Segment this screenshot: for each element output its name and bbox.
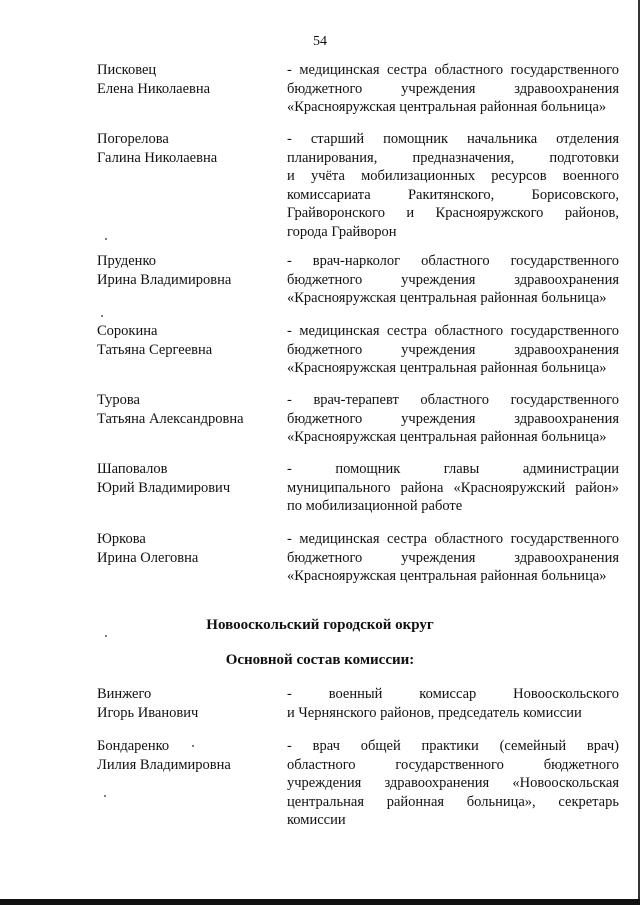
position-line: - старший помощник начальника отделения [287, 131, 619, 147]
member-given-names: Юрий Владимирович [97, 479, 231, 496]
position-line: - врач-нарколог областного государственного [287, 253, 619, 269]
position-line: бюджетного учреждения здравоохранения [287, 341, 619, 358]
member-position [287, 685, 619, 722]
member-given-names: Игорь Иванович [97, 704, 199, 721]
position-line: комиссии [287, 812, 346, 828]
position-line: «Красноярyжская центральная районная больница» [287, 360, 607, 376]
position-line: комиссариата Ракитянского, Борисовского, [287, 186, 619, 203]
position-line: бюджетного учреждения здравоохранения [287, 80, 619, 97]
member-name [97, 685, 277, 722]
member-name [97, 530, 277, 567]
position-line: города Грайворон [287, 223, 397, 240]
position-line: центральная районная больница», секретарь [287, 793, 619, 810]
member-position [287, 460, 619, 516]
member-name [97, 460, 277, 497]
scan-speck [101, 315, 103, 317]
member-surname: Турова [97, 392, 140, 408]
position-line: учреждения здравоохранения «Новооскольская [287, 775, 619, 791]
position-line: «Красноярyжская центральная районная больница» [287, 568, 607, 584]
member-surname: Сорокина [97, 323, 158, 339]
member-position [287, 530, 619, 586]
member-name [97, 322, 277, 359]
member-given-names: Елена Николаевна [97, 80, 211, 97]
member-given-names: Лилия Владимировна [97, 756, 231, 773]
member-name [97, 252, 277, 289]
member-surname: Шаповалов [97, 461, 168, 477]
member-name [97, 391, 277, 428]
member-surname: Пруденко [97, 253, 156, 269]
scan-speck [104, 795, 106, 797]
member-given-names: Татьяна Сергеевна [97, 341, 213, 358]
page-number: 54 [313, 34, 327, 49]
member-position [287, 322, 619, 378]
member-surname: Погорелова [97, 131, 169, 147]
position-line: и учёта мобилизационных ресурсов военного [287, 168, 619, 184]
district-heading: Новооскольский городской округ [206, 617, 434, 633]
member-position [287, 130, 619, 241]
member-surname: Юркова [97, 531, 146, 547]
position-line: «Красноярyжская центральная районная больница» [287, 290, 607, 306]
member-position [287, 252, 619, 308]
member-surname: Бондаренко [97, 738, 170, 754]
position-line: Грайворонского и Краснояружского районов, [287, 205, 619, 221]
scan-speck [192, 745, 194, 747]
position-line: - врач-терапевт областного государственного [287, 392, 619, 408]
member-surname: Писковец [97, 62, 157, 78]
position-line: - врач общей практики (семейный врач) [287, 738, 619, 754]
position-line: - медицинская сестра областного государственного [287, 531, 619, 547]
position-line: и Чернянского районов, председатель комиссии [287, 704, 582, 721]
member-position [287, 61, 619, 117]
position-line: - военный комиссар Новооскольского [287, 686, 619, 702]
position-line: - медицинская сестра областного государственного [287, 323, 619, 339]
member-given-names: Татьяна Александровна [97, 410, 244, 427]
position-line: планирования, предназначения, подготовки [287, 149, 619, 166]
member-name [97, 61, 277, 98]
member-surname: Винжего [97, 686, 152, 702]
position-line: по мобилизационной работе [287, 498, 463, 514]
position-line: муниципального района «Красноярyжский район» [287, 479, 619, 496]
member-given-names: Ирина Олеговна [97, 549, 199, 566]
position-line: - медицинская сестра областного государственного [287, 62, 619, 78]
position-line: бюджетного учреждения здравоохранения [287, 271, 619, 288]
member-name [97, 130, 277, 167]
member-position [287, 737, 619, 830]
member-given-names: Галина Николаевна [97, 149, 218, 166]
member-position [287, 391, 619, 447]
scan-edge-bottom [0, 899, 640, 905]
member-given-names: Ирина Владимировна [97, 271, 232, 288]
position-line: «Красноярyжская центральная районная больница» [287, 429, 607, 445]
position-line: бюджетного учреждения здравоохранения [287, 549, 619, 566]
position-line: «Краснояружская центральная районная больница» [287, 99, 607, 115]
member-name [97, 737, 277, 774]
composition-heading: Основной состав комиссии: [225, 652, 415, 668]
position-line: областного государственного бюджетного [287, 756, 619, 773]
position-line: бюджетного учреждения здравоохранения [287, 410, 619, 427]
scan-speck [105, 635, 107, 637]
position-line: - помощник главы администрации [287, 461, 619, 477]
scan-speck [105, 238, 107, 240]
